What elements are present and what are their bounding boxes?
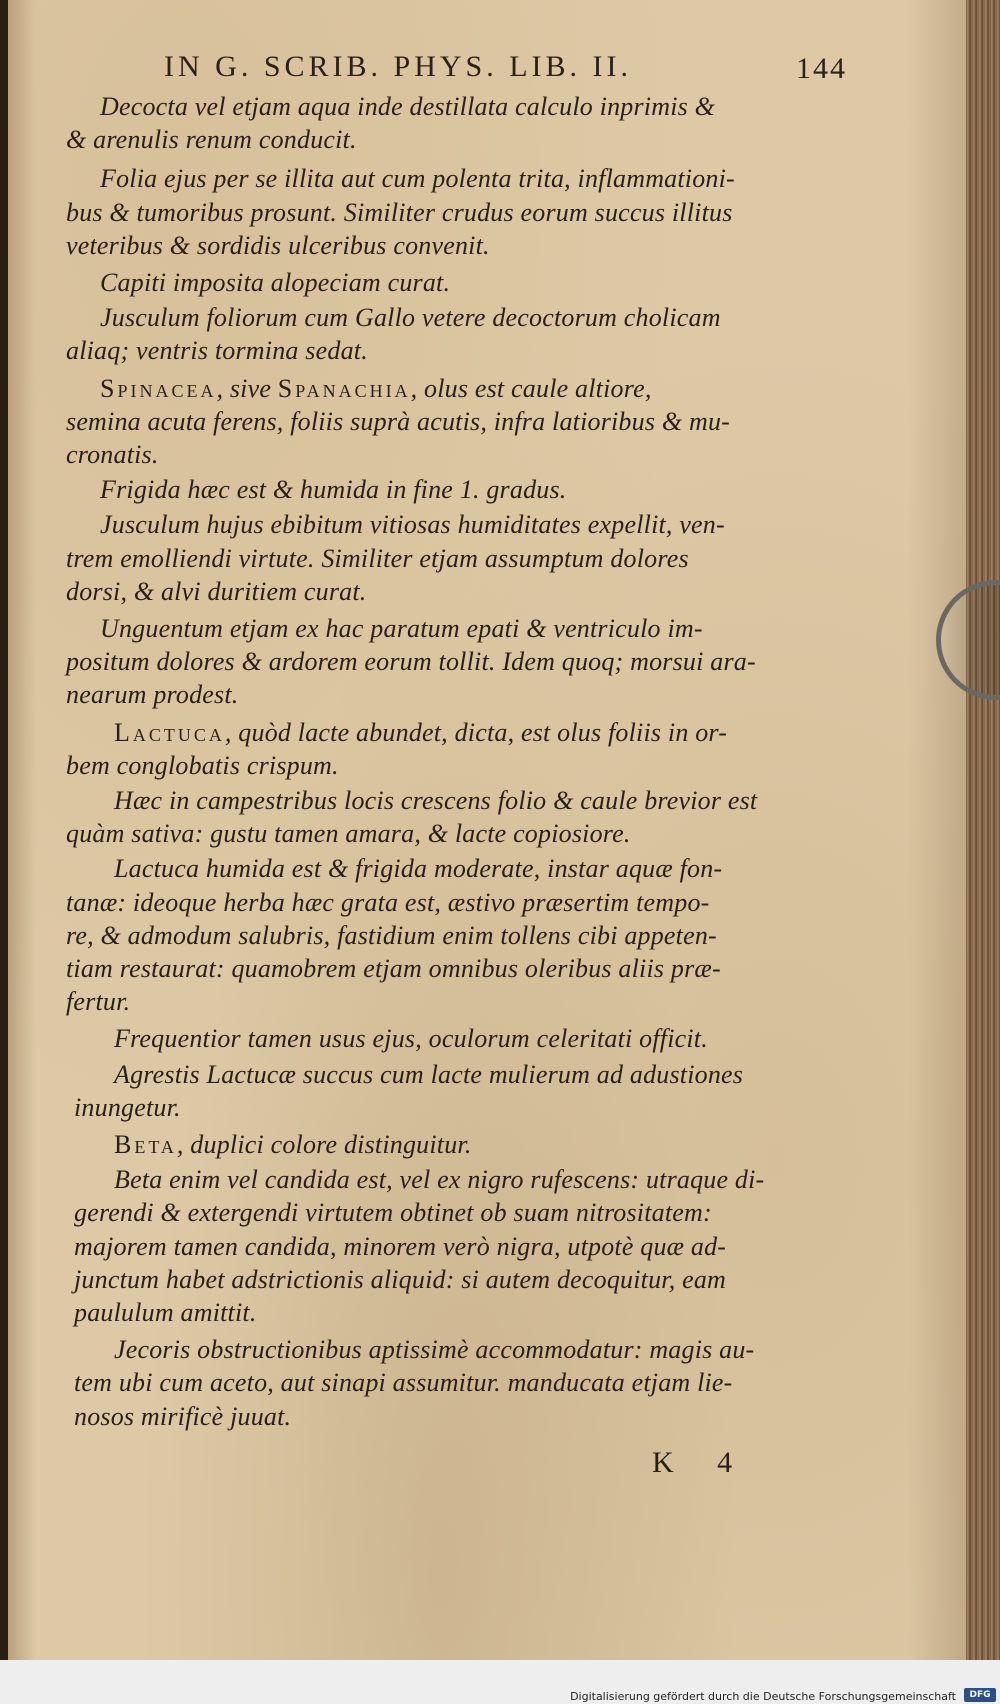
text-run: Frequentior tamen usus ejus, oculorum celeritati officit. bbox=[114, 1024, 708, 1054]
text-run: Decocta vel etjam aqua inde destillata calculo inprimis & bbox=[100, 92, 716, 121]
text-line bbox=[100, 92, 715, 122]
text-line bbox=[74, 1265, 726, 1295]
text-line bbox=[114, 1165, 764, 1195]
text-line bbox=[66, 819, 631, 849]
text-line bbox=[66, 751, 339, 781]
text-run: Folia ejus per se illita aut cum polenta trita, inflammationi- bbox=[100, 164, 735, 194]
text-line bbox=[66, 987, 130, 1017]
text-run: re, & admodum salubris, fastidium enim tollens cibi appeten- bbox=[66, 920, 717, 950]
text-line bbox=[66, 198, 733, 228]
text-run: tem ubi cum aceto, aut sinapi assumitur. manducata etjam lie- bbox=[74, 1368, 733, 1398]
text-line bbox=[66, 577, 366, 607]
text-line bbox=[114, 786, 757, 816]
text-run: majorem tamen candida, minorem verò nigra, utpotè quæ ad- bbox=[74, 1231, 727, 1261]
text-run: positum dolores & ardorem eorum tollit. Idem quoq; morsui ara- bbox=[66, 647, 756, 677]
dfg-logo: DFG bbox=[964, 1688, 996, 1702]
text-run: Agrestis Lactucæ succus cum lacte mulierum ad adustiones bbox=[114, 1059, 744, 1089]
text-run: aliaq; ventris tormina sedat. bbox=[66, 336, 368, 366]
text-run: cronatis. bbox=[66, 440, 159, 469]
text-run: Frigida hæc est & humida in fine 1. gradus. bbox=[100, 475, 567, 505]
text-run: Lactuca humida est & frigida moderate, instar aquæ fon- bbox=[114, 854, 723, 884]
text-line bbox=[66, 407, 730, 437]
running-head: IN G. SCRIB. PHYS. LIB. II. bbox=[164, 50, 633, 83]
text-run: & arenulis renum conducit. bbox=[66, 125, 357, 155]
plant-name: Lactuca bbox=[114, 717, 225, 747]
text-run: gerendi & extergendi virtutem obtinet ob suam nitrositatem: bbox=[74, 1198, 712, 1228]
text-run: Unguentum etjam ex hac paratum epati & ventriculo im- bbox=[100, 614, 703, 643]
text-line bbox=[100, 268, 450, 298]
page-number: 144 bbox=[796, 52, 847, 85]
text-line bbox=[66, 125, 357, 155]
text-run: , olus est caule altiore, bbox=[410, 373, 652, 403]
text-line bbox=[74, 1402, 291, 1432]
text-line bbox=[74, 1198, 712, 1228]
digitization-credit: Digitalisierung gefördert durch die Deutsche Forschungsgemeinschaft bbox=[570, 1690, 956, 1703]
text-run: Beta enim vel candida est, vel ex nigro rufescens: utraque di- bbox=[114, 1165, 765, 1195]
text-run: dorsi, & alvi duritiem curat. bbox=[66, 576, 367, 606]
text-line bbox=[114, 1335, 754, 1365]
text-line bbox=[66, 647, 756, 677]
text-run: , duplici colore distinguitur. bbox=[176, 1130, 472, 1159]
text-run: inungetur. bbox=[74, 1092, 181, 1122]
plant-name: Spanachia bbox=[277, 373, 411, 403]
text-line bbox=[74, 1232, 726, 1262]
text-run: quàm sativa: gustu tamen amara, & lacte copiosiore. bbox=[66, 819, 631, 849]
text-line bbox=[100, 303, 721, 333]
text-line bbox=[100, 374, 652, 404]
text-line bbox=[100, 614, 703, 644]
text-line bbox=[66, 231, 490, 261]
text-line bbox=[114, 1060, 743, 1090]
text-line bbox=[100, 510, 725, 540]
text-run: , quòd lacte abundet, dicta, est olus foliis in or- bbox=[224, 717, 728, 747]
text-run: nearum prodest. bbox=[66, 680, 239, 710]
text-line bbox=[100, 164, 735, 194]
plant-name: Spinacea bbox=[100, 373, 217, 403]
text-line bbox=[74, 1298, 257, 1328]
text-line bbox=[66, 680, 238, 710]
text-run: junctum habet adstrictionis aliquid: si autem decoquitur, eam bbox=[74, 1264, 727, 1294]
text-run: trem emolliendi virtute. Similiter etjam assumptum dolores bbox=[66, 543, 689, 573]
text-run: fertur. bbox=[66, 987, 131, 1017]
text-run: Jusculum foliorum cum Gallo vetere decoctorum cholicam bbox=[100, 303, 721, 333]
signature-mark: K 4 bbox=[652, 1446, 751, 1479]
text-line bbox=[100, 475, 566, 505]
text-run: bem conglobatis crispum. bbox=[66, 750, 339, 780]
text-run: Capiti imposita alopeciam curat. bbox=[100, 268, 451, 297]
text-line bbox=[114, 1024, 708, 1054]
text-run: , sive bbox=[216, 373, 278, 403]
text-line bbox=[66, 888, 710, 918]
text-line bbox=[114, 1130, 472, 1160]
text-run: bus & tumoribus prosunt. Similiter crudus eorum succus illitus bbox=[66, 197, 733, 227]
book-edge bbox=[966, 0, 1000, 1660]
text-run: paululum amittit. bbox=[74, 1298, 257, 1327]
book-page bbox=[8, 0, 970, 1660]
text-run: tiam restaurat: quamobrem etjam omnibus oleribus aliis præ- bbox=[66, 954, 721, 983]
text-line bbox=[66, 336, 368, 366]
text-run: Hæc in campestribus locis crescens folio & caule brevior est bbox=[114, 786, 758, 815]
text-run: Jecoris obstructionibus aptissimè accommodatur: magis au- bbox=[114, 1335, 755, 1365]
text-run: tanæ: ideoque herba hæc grata est, æstivo præsertim tempo- bbox=[66, 887, 710, 917]
body-text bbox=[8, 0, 968, 1660]
text-line bbox=[66, 440, 159, 470]
text-run: semina acuta ferens, foliis suprà acutis, infra latioribus & mu- bbox=[66, 406, 731, 436]
text-line bbox=[114, 854, 722, 884]
text-line bbox=[66, 954, 721, 984]
text-line bbox=[74, 1368, 733, 1398]
text-line bbox=[66, 921, 717, 951]
text-line bbox=[114, 718, 727, 748]
text-line bbox=[66, 544, 689, 574]
text-line bbox=[74, 1093, 181, 1123]
text-run: Jusculum hujus ebibitum vitiosas humiditates expellit, ven- bbox=[100, 510, 725, 540]
text-run: nosos mirificè juuat. bbox=[74, 1401, 292, 1431]
text-run: veteribus & sordidis ulceribus convenit. bbox=[66, 230, 490, 260]
plant-name: Beta bbox=[114, 1130, 177, 1159]
